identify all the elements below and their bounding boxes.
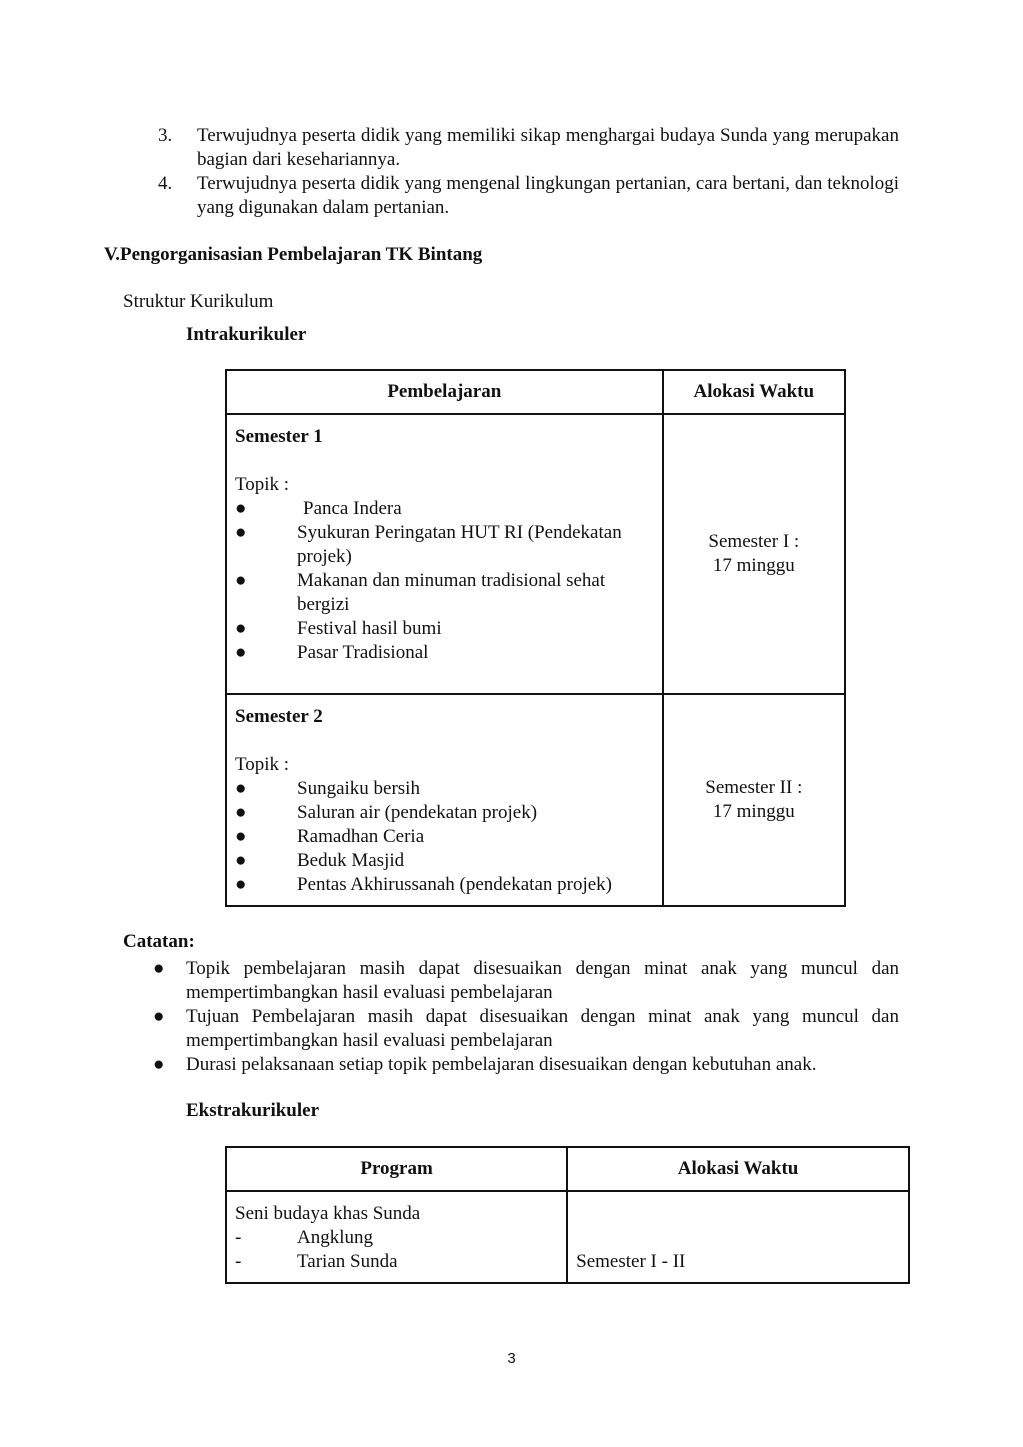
program-title: Seni budaya khas Sunda bbox=[235, 1203, 421, 1224]
table-header-row bbox=[226, 370, 845, 414]
dash-icon: - bbox=[235, 1227, 242, 1248]
struktur-label: Struktur Kurikulum bbox=[123, 291, 274, 312]
alokasi-cell bbox=[663, 414, 845, 694]
list-item bbox=[153, 957, 899, 1005]
list-number: 4. bbox=[158, 173, 173, 194]
catatan-heading: Catatan: bbox=[123, 931, 195, 952]
list-text: Terwujudnya peserta didik yang mengenal lingkungan pertanian, cara bertani, dan teknologi yang digunakan dalam pertanian. bbox=[197, 173, 899, 218]
column-header: Program bbox=[226, 1147, 567, 1191]
page-number: 3 bbox=[507, 1350, 516, 1367]
list-item bbox=[153, 1053, 899, 1077]
topik-label: Topik : bbox=[235, 754, 290, 775]
list-number: 3. bbox=[158, 125, 173, 146]
topic-item: ● Panca Indera bbox=[235, 498, 402, 519]
bullet-icon: ● bbox=[235, 522, 247, 543]
list-text: Topik pembelajaran masih dapat disesuaikan dengan minat anak yang muncul dan mempertimbangkan hasil evaluasi pembelajaran bbox=[186, 958, 899, 1003]
section-title: V.Pengorganisasian Pembelajaran TK Bintang bbox=[104, 244, 483, 265]
alokasi-line: 17 minggu bbox=[712, 801, 795, 822]
program-item: - Angklung bbox=[235, 1227, 373, 1248]
bullet-icon: ● bbox=[235, 874, 247, 895]
bullet-icon: ● bbox=[235, 642, 247, 663]
bullet-icon: ● bbox=[235, 618, 247, 639]
bullet-icon: ● bbox=[235, 778, 247, 799]
semester-title: Semester 1 bbox=[235, 426, 323, 447]
bullet-icon: ● bbox=[235, 850, 247, 871]
alokasi-line: 17 minggu bbox=[712, 555, 795, 576]
semester-cell bbox=[226, 414, 663, 694]
list-text: Durasi pelaksanaan setiap topik pembelajaran disesuaikan dengan kebutuhan anak. bbox=[186, 1054, 817, 1075]
alokasi-line: Semester II : bbox=[705, 777, 803, 798]
topic-item: ● Sungaiku bersih bbox=[235, 778, 420, 799]
semester-cell bbox=[226, 694, 663, 906]
topic-item: ● Pasar Tradisional bbox=[235, 642, 429, 663]
alokasi-text: Semester I - II bbox=[576, 1251, 686, 1272]
column-header: Alokasi Waktu bbox=[567, 1147, 909, 1191]
list-item bbox=[158, 172, 899, 220]
program-cell bbox=[226, 1191, 567, 1283]
bullet-icon: ● bbox=[235, 826, 247, 847]
list-item bbox=[153, 1005, 899, 1053]
bullet-icon: ● bbox=[153, 1006, 165, 1027]
intrakurikuler-heading: Intrakurikuler bbox=[186, 324, 307, 345]
table-row bbox=[226, 1191, 909, 1283]
dash-icon: - bbox=[235, 1251, 242, 1272]
column-header: Pembelajaran bbox=[226, 370, 663, 414]
column-header: Alokasi Waktu bbox=[663, 370, 845, 414]
ekstrakurikuler-table bbox=[225, 1146, 910, 1284]
bullet-icon: ● bbox=[235, 570, 247, 591]
bullet-icon: ● bbox=[235, 498, 247, 519]
table-row bbox=[226, 694, 845, 906]
alokasi-cell bbox=[663, 694, 845, 906]
semester-title: Semester 2 bbox=[235, 706, 323, 727]
topik-label: Topik : bbox=[235, 474, 290, 495]
list-text: Terwujudnya peserta didik yang memiliki sikap menghargai budaya Sunda yang merupakan bagian dari kesehariannya. bbox=[197, 125, 899, 170]
intrakurikuler-table bbox=[225, 369, 846, 907]
bullet-icon: ● bbox=[235, 802, 247, 823]
program-item: - Tarian Sunda bbox=[235, 1251, 398, 1272]
bullet-icon: ● bbox=[153, 958, 165, 979]
alokasi-cell bbox=[567, 1191, 909, 1283]
topic-item: ● Ramadhan Ceria bbox=[235, 826, 425, 847]
bullet-icon: ● bbox=[153, 1054, 165, 1075]
topic-item: ● Pentas Akhirussanah (pendekatan projek) bbox=[235, 874, 612, 895]
topic-item: ● Saluran air (pendekatan projek) bbox=[235, 802, 538, 823]
numbered-list bbox=[158, 124, 899, 220]
topic-item: ● Festival hasil bumi bbox=[235, 618, 442, 639]
topic-item: ● Makanan dan minuman tradisional sehat bergizi bbox=[235, 570, 606, 615]
catatan-list bbox=[153, 957, 899, 1077]
topic-item: ● Beduk Masjid bbox=[235, 850, 405, 871]
list-text: Tujuan Pembelajaran masih dapat disesuaikan dengan minat anak yang muncul dan mempertimbangkan hasil evaluasi pembelajaran bbox=[186, 1006, 899, 1051]
table-row bbox=[226, 414, 845, 694]
topic-item: ● Syukuran Peringatan HUT RI (Pendekatan projek) bbox=[235, 522, 622, 567]
ekstrakurikuler-heading: Ekstrakurikuler bbox=[186, 1100, 320, 1121]
list-item bbox=[158, 124, 899, 172]
alokasi-line: Semester I : bbox=[708, 531, 800, 552]
table-header-row bbox=[226, 1147, 909, 1191]
